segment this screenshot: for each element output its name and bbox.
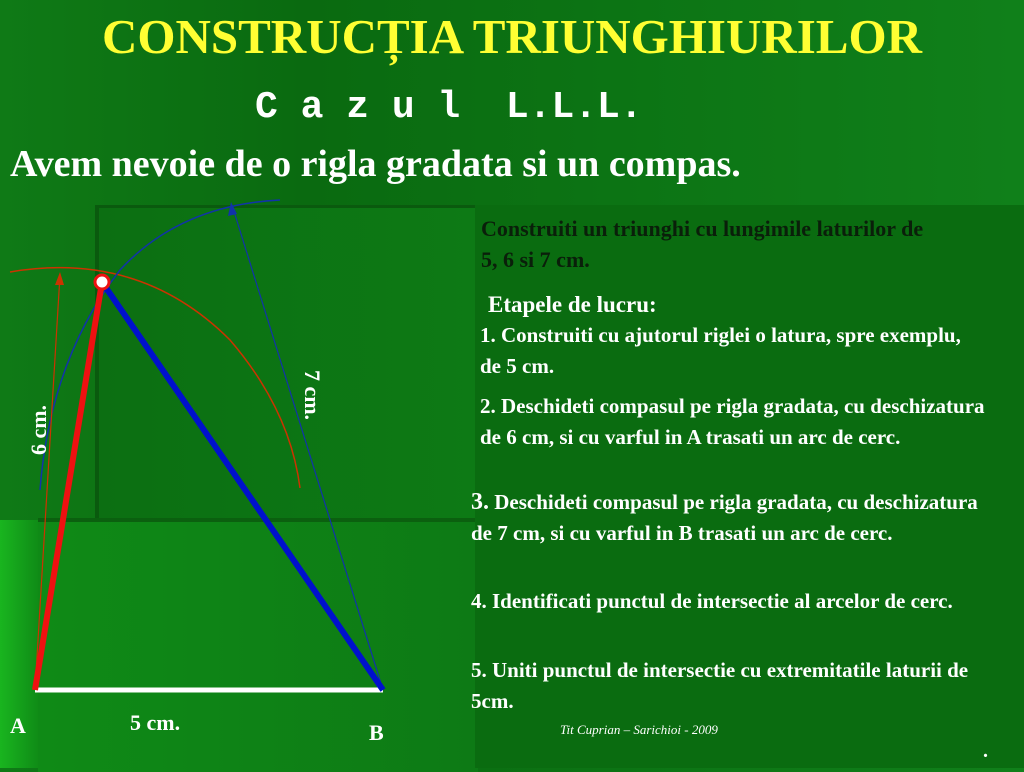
- step-3-number: 3.: [471, 489, 489, 515]
- arrowhead-a: [55, 272, 64, 285]
- step-5: 5. Uniti punctul de intersectie cu extremitatile laturii de 5cm.: [471, 658, 969, 713]
- vertex-c: [95, 275, 109, 289]
- page-title: CONSTRUCȚIA TRIUNGHIURILOR: [101, 9, 922, 64]
- label-side-ac: 6 cm.: [26, 404, 51, 456]
- radius-arrow-b: [232, 205, 383, 690]
- task-text: Construiti un triunghi cu lungimile laturilor de 5, 6 si 7 cm.: [481, 216, 924, 272]
- page-subtitle: C a z u l L.L.L.: [255, 86, 643, 129]
- trailing-dot: .: [983, 740, 988, 762]
- side-bc: [102, 282, 383, 690]
- step-1: 1. Construiti cu ajutorul riglei o latura, spre exemplu, de 5 cm.: [480, 323, 961, 378]
- step-2: 2. Deschideti compasul pe rigla gradata, cu deschizatura de 6 cm, si cu varful in A trasati un arc de cerc.: [480, 394, 985, 449]
- side-ac: [35, 282, 102, 690]
- step-3-text: Deschideti compasul pe rigla gradata, cu deschizatura de 7 cm, si cu varful in B trasati un arc de cerc.: [471, 490, 978, 545]
- label-vertex-a: A: [10, 713, 26, 738]
- label-vertex-b: B: [369, 720, 384, 745]
- label-side-bc: 7 cm.: [300, 369, 325, 421]
- intro-text: Avem nevoie de o rigla gradata si un compas.: [10, 143, 741, 185]
- step-4: 4. Identificati punctul de intersectie al arcelor de cerc.: [471, 589, 953, 613]
- label-side-ab: 5 cm.: [130, 710, 181, 735]
- steps-heading: Etapele de lucru:: [488, 292, 657, 317]
- arrowhead-b: [228, 202, 237, 216]
- step-3: [471, 487, 991, 549]
- credit-text: Tit Cuprian – Sarichioi - 2009: [560, 722, 718, 737]
